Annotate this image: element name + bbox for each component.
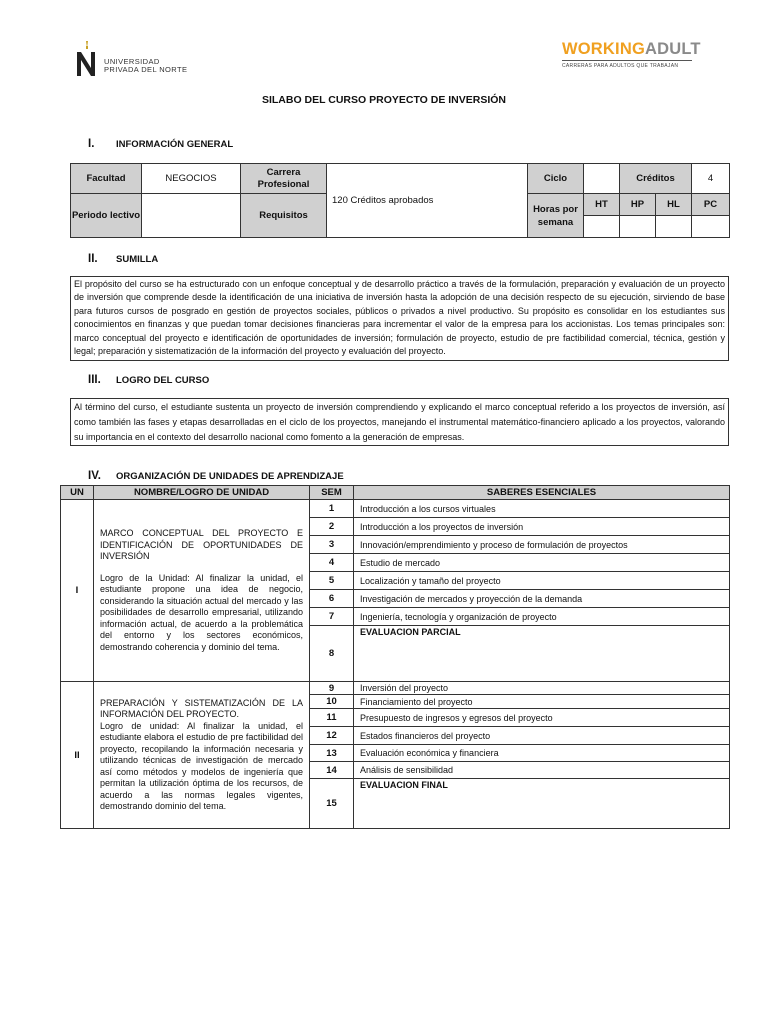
hp-label: HP	[620, 194, 656, 216]
col-sem-header: SEM	[310, 486, 354, 500]
unit2-name: PREPARACIÓN Y SISTEMATIZACIÓN DE LA INFORMACIÓN DEL PROYECTO.	[100, 697, 303, 719]
unit2-description	[94, 682, 310, 829]
wa-tagline: CARRERAS PARA ADULTOS QUE TRABAJAN	[562, 63, 679, 69]
facultad-value: NEGOCIOS	[142, 164, 241, 194]
hp-value	[620, 216, 656, 238]
upn-wordmark	[104, 58, 187, 74]
saber-cell: Innovación/emprendimiento y proceso de formulación de proyectos	[354, 536, 730, 554]
saber-cell: Estudio de mercado	[354, 554, 730, 572]
section3-number: III.	[88, 374, 101, 386]
sem-cell: 3	[310, 536, 354, 554]
sem-cell: 2	[310, 518, 354, 536]
saber-cell: Ingeniería, tecnología y organización de proyecto	[354, 608, 730, 626]
sem-cell: 7	[310, 608, 354, 626]
unit1-logro: Logro de la Unidad: Al finalizar la unidad, el estudiante propone una idea de negocio, considerando la situación actual del mercado y las posibilidades de desarrollo empresarial, utilizando información actual, de acuerdo a la problemática del entorno y los sectores económicos, demostrando coherencia y dominio del tema.	[100, 572, 303, 652]
upn-emblem-icon	[74, 40, 100, 76]
evaluacion-final: EVALUACION FINAL	[354, 779, 730, 829]
sem-cell: 1	[310, 500, 354, 518]
workingadult-wordmark	[562, 40, 701, 58]
saber-cell: Inversión del proyecto	[354, 682, 730, 695]
requisitos-value: 120 Créditos aprobados	[327, 164, 528, 238]
logro-curso-text: Al término del curso, el estudiante sustenta un proyecto de inversión comprendiendo y explicando el marco conceptual referido a los proyectos de inversión, así como también las fases y etapas desarrolladas en el ciclo de los proyectos, manejando el instrumental matemático-financiero aplicado a los proyectos, valorando su importancia en el contexto del desarrollo nacional como fomento a la generación de empresas.	[70, 398, 729, 446]
requisitos-label: Requisitos	[241, 194, 327, 238]
sem-cell: 14	[310, 762, 354, 779]
sem-cell: 12	[310, 727, 354, 745]
pc-value	[692, 216, 730, 238]
sem-cell: 8	[310, 626, 354, 682]
sem-cell: 9	[310, 682, 354, 695]
sem-cell: 5	[310, 572, 354, 590]
section4-heading	[88, 470, 344, 482]
evaluacion-parcial: EVALUACION PARCIAL	[354, 626, 730, 682]
saber-cell: Introducción a los cursos virtuales	[354, 500, 730, 518]
sem-cell: 10	[310, 695, 354, 709]
unit1-description	[94, 500, 310, 682]
saber-cell: Introducción a los proyectos de inversión	[354, 518, 730, 536]
section2-number: II.	[88, 253, 98, 265]
wa-part2: ADULT	[644, 40, 701, 58]
col-saberes-header: SABERES ESENCIALES	[354, 486, 730, 500]
upn-logo	[74, 40, 204, 80]
facultad-label: Facultad	[71, 164, 142, 194]
section2-title: SUMILLA	[116, 254, 159, 265]
section3-heading	[88, 374, 209, 386]
sumilla-text: El propósito del curso se ha estructurado con un enfoque conceptual y de desarrollo práctico a través de la formulación, preparación y evaluación de un proyecto de inversión que comprende desde la identificación de una iniciativa de inversión hasta la adopción de una decisión respecto de su ejecución, sirviendo de base para futuros cursos de posgrado en gestión de proyectos sociales, públicos o privados a nivel productivo. Su propósito es consolidar en los estudiantes sus conocimientos en finanzas y que puedan tomar decisiones financieras para incrementar el valor de la empresa para los accionistas. Los temas principales son: marco conceptual del proyecto e identificación de oportunidades de inversión; formulación de proyecto, estudio de pre factibilidad comercial, técnica, gestión y legal; preparación y sistematización de la información del proyecto y evaluación del proyecto.	[70, 276, 729, 361]
info-general-table	[70, 163, 730, 238]
saber-cell: Localización y tamaño del proyecto	[354, 572, 730, 590]
hl-label: HL	[656, 194, 692, 216]
sem-cell: 4	[310, 554, 354, 572]
section1-title: INFORMACIÓN GENERAL	[116, 139, 234, 150]
saber-cell: Estados financieros del proyecto	[354, 727, 730, 745]
creditos-label: Créditos	[620, 164, 692, 194]
section4-number: IV.	[88, 470, 102, 482]
ciclo-label: Ciclo	[528, 164, 584, 194]
sem-cell: 13	[310, 745, 354, 762]
saber-cell: Análisis de sensibilidad	[354, 762, 730, 779]
upn-line2: PRIVADA DEL NORTE	[104, 65, 188, 74]
sem-cell: 15	[310, 779, 354, 829]
ht-value	[584, 216, 620, 238]
saber-cell: Financiamiento del proyecto	[354, 695, 730, 709]
table-row	[61, 682, 730, 695]
section1-number: I.	[88, 138, 95, 150]
unidades-header-row	[61, 486, 730, 500]
saber-cell: Presupuesto de ingresos y egresos del proyecto	[354, 709, 730, 727]
saber-cell: Evaluación económica y financiera	[354, 745, 730, 762]
col-name-header: NOMBRE/LOGRO DE UNIDAD	[94, 486, 310, 500]
sem-cell: 6	[310, 590, 354, 608]
section3-title: LOGRO DEL CURSO	[116, 375, 210, 386]
upn-line1: UNIVERSIDAD	[104, 57, 160, 66]
section4-title: ORGANIZACIÓN DE UNIDADES DE APRENDIZAJE	[116, 471, 344, 482]
ciclo-value	[584, 164, 620, 194]
creditos-value: 4	[692, 164, 730, 194]
wa-part1: WORKING	[562, 40, 645, 58]
ht-label: HT	[584, 194, 620, 216]
unit1-name: MARCO CONCEPTUAL DEL PROYECTO E IDENTIFICACIÓN DE OPORTUNIDADES DE INVERSIÓN	[100, 528, 303, 561]
horas-label: Horas por semana	[528, 194, 584, 238]
wa-divider	[562, 60, 692, 61]
periodo-value	[142, 194, 241, 238]
unidades-table	[60, 485, 730, 829]
document-title: SILABO DEL CURSO PROYECTO DE INVERSIÓN	[261, 94, 507, 106]
section2-heading	[88, 253, 158, 265]
section1-heading	[88, 138, 233, 150]
saber-cell: Investigación de mercados y proyección de la demanda	[354, 590, 730, 608]
sem-cell: 11	[310, 709, 354, 727]
unit1-number: I	[61, 500, 94, 682]
table-row	[61, 500, 730, 518]
col-un-header: UN	[61, 486, 94, 500]
unit2-number: II	[61, 682, 94, 829]
workingadult-logo	[562, 40, 701, 74]
pc-label: PC	[692, 194, 730, 216]
carrera-label: Carrera Profesional	[241, 164, 327, 194]
unit2-logro: Logro de unidad: Al finalizar la unidad, el estudiante elabora el estudio de pre factibilidad del proyecto, recopilando la información necesaria y utilizando técnicas de investigación de mercado así como métodos y modelos de ingeniería que permitan la utilización óptima de los recursos, de acuerdo a las normas legales vigentes, demostrando dominio del tema.	[100, 720, 303, 811]
periodo-label: Periodo lectivo	[71, 194, 142, 238]
hl-value	[656, 216, 692, 238]
